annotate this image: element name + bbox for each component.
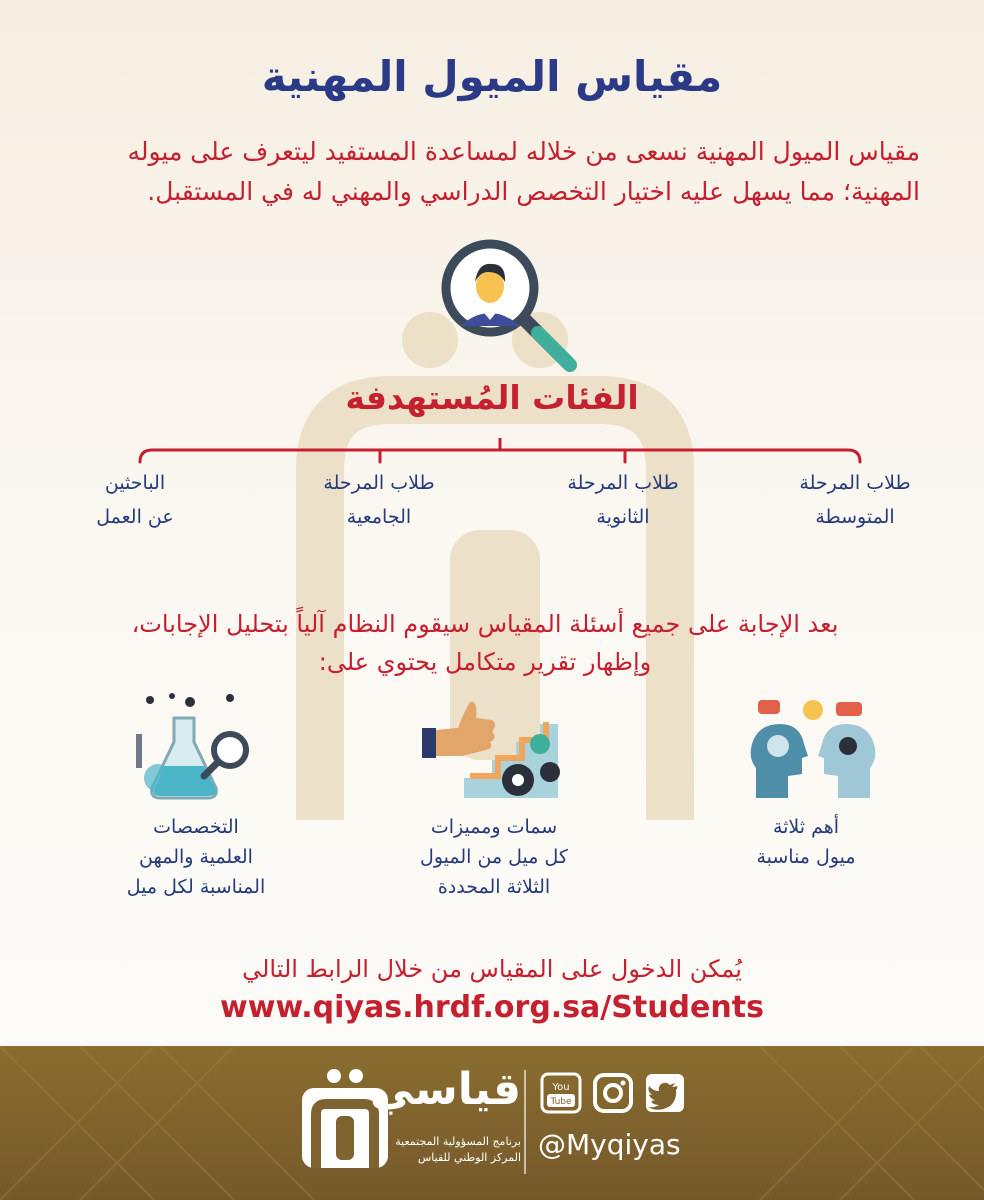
- brand-name: قياسي: [369, 1064, 521, 1115]
- target-group-middle-school: طلاب المرحلة المتوسطة: [799, 472, 911, 528]
- feature-traits-and-qualities: سمات ومميزات كل ميل من الميول الثلاثة المحددة: [420, 816, 568, 898]
- twitter-icon[interactable]: [644, 1072, 686, 1114]
- page-title: مقياس الميول المهنية: [261, 52, 723, 101]
- svg-text:You: You: [552, 1082, 570, 1093]
- svg-text:Tube: Tube: [550, 1097, 572, 1107]
- instagram-icon[interactable]: [592, 1072, 634, 1114]
- person-search-icon: [428, 238, 588, 378]
- link-intro-text: يُمكن الدخول على المقياس من خلال الرابط التالي: [242, 955, 742, 983]
- youtube-icon[interactable]: [540, 1072, 582, 1114]
- report-description: بعد الإجابة على جميع أسئلة المقياس سيقوم النظام آلياً بتحليل الإجابات، وإظهار تقرير متكامل يحتوي على:: [131, 610, 839, 676]
- target-group-job-seekers: الباحثين عن العمل: [96, 472, 174, 528]
- feature-majors-and-careers: التخصصات العلمية والمهن المناسبة لكل ميل: [126, 816, 266, 898]
- targets-connector: [130, 438, 870, 478]
- feature-top-three-interests: أهم ثلاثة ميول مناسبة: [756, 816, 856, 868]
- brand-subtitle: برنامج المسؤولية المجتمعية المركز الوطني للقياس: [395, 1135, 521, 1164]
- students-link[interactable]: www.qiyas.hrdf.org.sa/Students: [220, 990, 764, 1025]
- social-links: [540, 1072, 690, 1122]
- footer-divider: [524, 1070, 526, 1174]
- thumbs-up-gears-icon: [418, 688, 568, 808]
- lab-flask-icon: [120, 688, 270, 808]
- social-handle[interactable]: @Myqiyas: [538, 1128, 681, 1161]
- target-group-high-school: طلاب المرحلة الثانوية: [567, 472, 679, 528]
- heads-thinking-icon: [738, 688, 888, 808]
- targets-title: الفئات المُستهدفة: [345, 378, 639, 417]
- target-group-university: طلاب المرحلة الجامعية: [323, 472, 435, 528]
- intro-text: مقياس الميول المهنية نسعى من خلاله لمساعدة المستفيد ليتعرف على ميوله المهنية؛ مما يسهل عليه اختيار التخصص الدراسي والمهني له في المستقبل.: [127, 137, 920, 206]
